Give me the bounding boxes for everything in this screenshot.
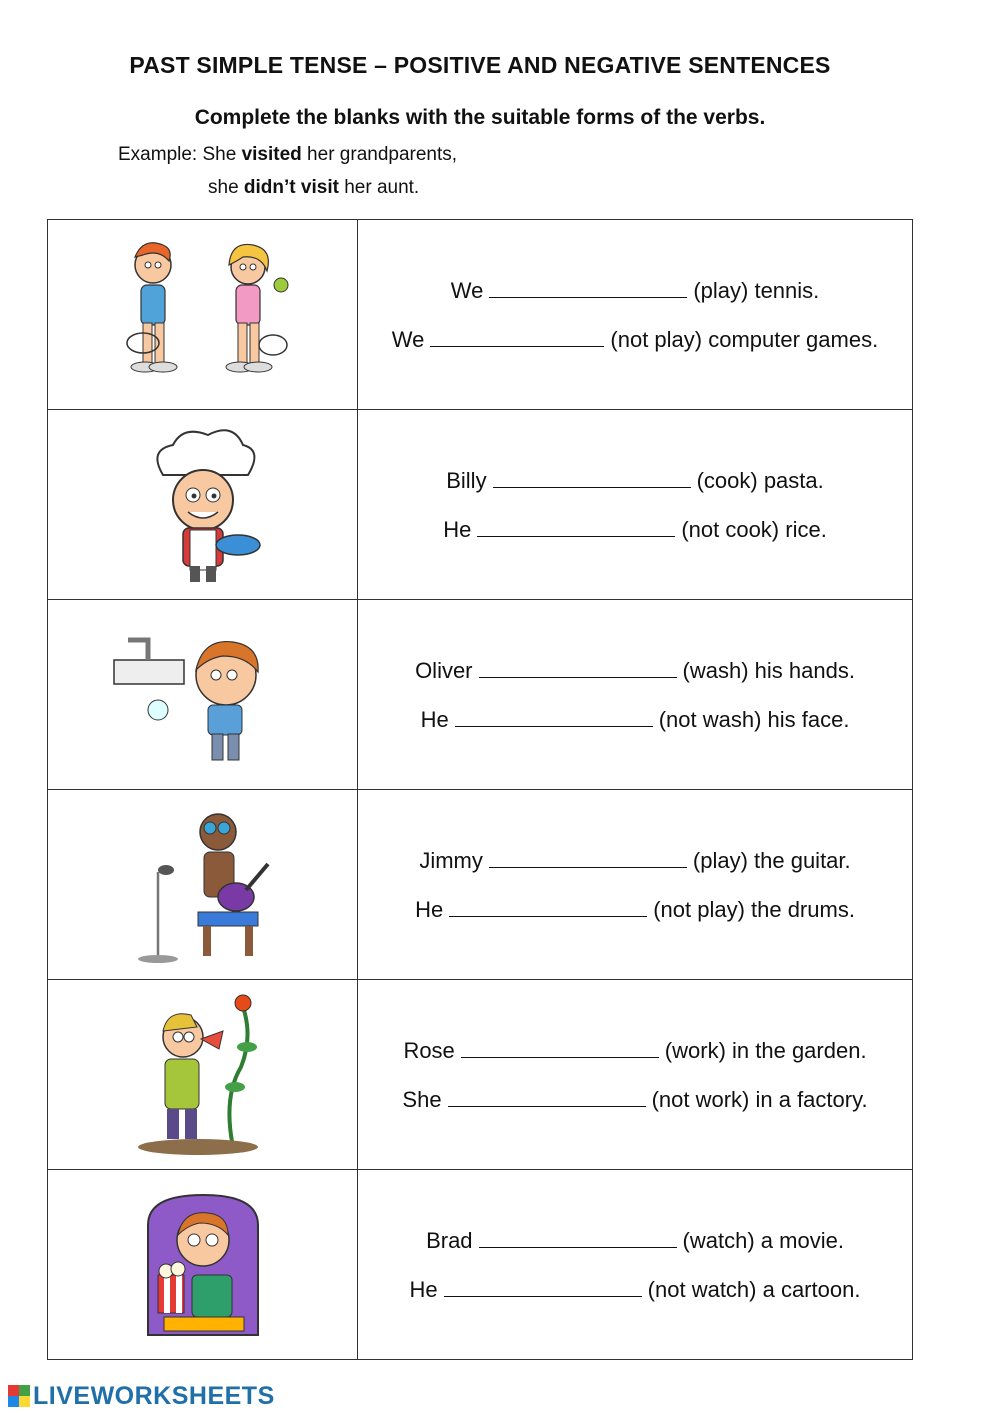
example-line-1: Example: She visited her grandparents, [118, 144, 458, 165]
exercise-row [48, 410, 913, 600]
sentence-cell: Rose (work) in the garden. She (not work) in a factory. [358, 980, 913, 1170]
example-line-2: she didn’t visit her aunt. [208, 177, 420, 198]
picture-cell [48, 1170, 358, 1360]
answer-blank[interactable] [489, 845, 687, 868]
answer-blank[interactable] [489, 275, 687, 298]
exercise-row [48, 220, 913, 410]
boy-watching-movie-icon [128, 1185, 278, 1345]
exercise-table [47, 219, 913, 1360]
picture-cell [48, 220, 358, 410]
exercise-row [48, 1170, 913, 1360]
answer-blank[interactable] [430, 324, 604, 347]
answer-blank[interactable] [448, 1084, 646, 1107]
answer-blank[interactable] [479, 655, 677, 678]
answer-blank[interactable] [449, 894, 647, 917]
exercise-row [48, 790, 913, 980]
answer-blank[interactable] [493, 465, 691, 488]
exercise-row [48, 600, 913, 790]
sentence-cell: Oliver (wash) his hands. He (not wash) his face. [358, 600, 913, 790]
tennis-players-icon [103, 235, 303, 395]
sentence-cell: Billy (cook) pasta. He (not cook) rice. [358, 410, 913, 600]
picture-cell [48, 980, 358, 1170]
footer-brand-text: LIVEWORKSHEETS [33, 1381, 275, 1410]
answer-blank[interactable] [455, 704, 653, 727]
chef-boy-icon [128, 420, 278, 590]
sentence-cell: Jimmy (play) the guitar. He (not play) the drums. [358, 790, 913, 980]
picture-cell [48, 600, 358, 790]
sentence-cell: We (play) tennis. We (not play) computer games. [358, 220, 913, 410]
exercise-row [48, 980, 913, 1170]
footer-brand [8, 1381, 275, 1411]
instruction-text: Complete the blanks with the suitable forms of the verbs. [194, 106, 766, 129]
worksheet-title: PAST SIMPLE TENSE – POSITIVE AND NEGATIVE SENTENCES [129, 52, 831, 78]
answer-blank[interactable] [479, 1225, 677, 1248]
gardener-icon [123, 987, 283, 1162]
picture-cell [48, 790, 358, 980]
guitar-player-icon [118, 802, 288, 967]
sentence-cell: Brad (watch) a movie. He (not watch) a cartoon. [358, 1170, 913, 1360]
answer-blank[interactable] [461, 1035, 659, 1058]
answer-blank[interactable] [477, 514, 675, 537]
answer-blank[interactable] [444, 1274, 642, 1297]
picture-cell [48, 410, 358, 600]
boy-washing-hands-icon [108, 620, 298, 770]
liveworksheets-logo-icon [8, 1385, 30, 1407]
